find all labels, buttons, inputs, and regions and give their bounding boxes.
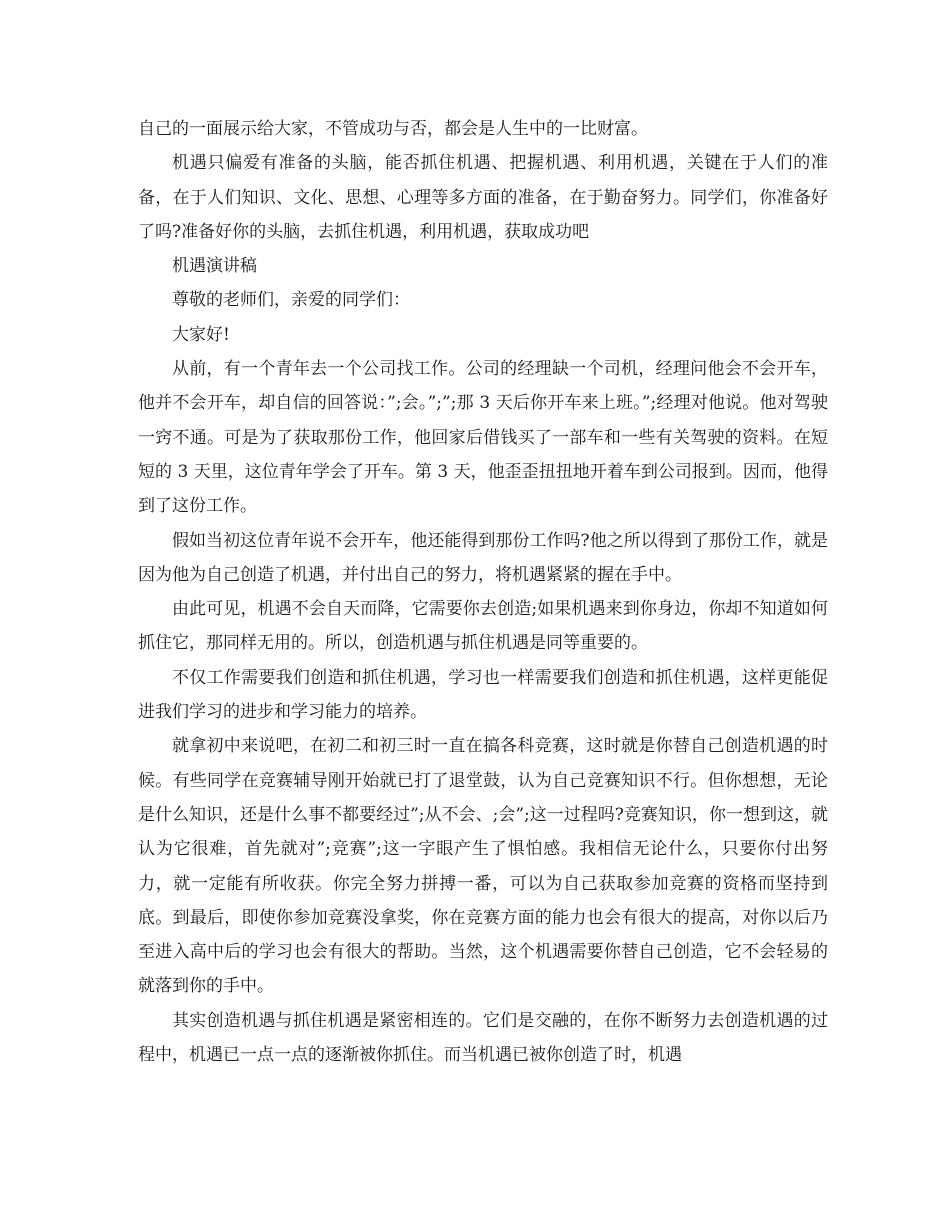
paragraph-competition: 就拿初中来说吧，在初二和初三时一直在搞各科竞赛，这时就是你替自己创造机遇的时候。有些同学在竞赛辅导刚开始就已打了退堂鼓，认为自己竞赛知识不行。但你想想，无论是什么知识，还是什么事不都要经过”;从不会、;会”;这一过程吗?竞赛知识，你一想到这，就认为它很难，首先就对”;竞赛”;这一字眼产生了惧怕感。我相信无论什么，只要你付出努力，就一定能有所收获。你完全努力拼搏一番，可以为自己获取参加竞赛的资格而坚持到底。到最后，即使你参加竞赛没拿奖，你在竞赛方面的能力也会有很大的提高，对你以后乃至进入高中后的学习也会有很大的帮助。当然，这个机遇需要你替自己创造，它不会轻易的就落到你的手中。 <box>138 736 828 997</box>
speech-salutation: 尊敬的老师们，亲爱的同学们： <box>172 290 410 311</box>
paragraph-story: 从前，有一个青年去一个公司找工作。公司的经理缺一个司机，经理问他会不会开车，他并不会开车，却自信的回答说：”;会。”;”;那 3 天后你开车来上班。”;经理对他说。他对驾驶一窍不通。可是为了获取那份工作，他回家后借钱买了一部车和一些有关驾驶的资料。在短短的 3 天里，这位青年学会了开车。第 3 天，他歪歪扭扭地开着车到公司报到。因而，他得到了这份工作。 <box>138 359 828 517</box>
document-body <box>138 112 828 1072</box>
paragraph-opportunity-preparation: 机遇只偏爱有准备的头脑，能否抓住机遇、把握机遇、利用机遇，关键在于人们的准备，在于人们知识、文化、思想、心理等多方面的准备，在于勤奋努力。同学们，你准备好了吗?准备好你的头脑，去抓住机遇，利用机遇，获取成功吧 <box>138 153 828 242</box>
paragraph-closing: 其实创造机遇与抓住机遇是紧密相连的。它们是交融的，在你不断努力去创造机遇的过程中，机遇已一点一点的逐渐被你抓住。而当机遇已被你创造了时，机遇 <box>138 1010 828 1066</box>
speech-greeting: 大家好! <box>172 324 230 345</box>
speech-title: 机遇演讲稿 <box>172 256 257 277</box>
paragraph-conclusion: 由此可见，机遇不会自天而降，它需要你去创造;如果机遇来到你身边，你却不知道如何抓住它，那同样无用的。所以，创造机遇与抓住机遇是同等重要的。 <box>138 599 828 654</box>
paragraph-continuation: 自己的一面展示给大家，不管成功与否，都会是人生中的一比财富。 <box>138 119 648 139</box>
paragraph-reflection: 假如当初这位青年说不会开车，他还能得到那份工作吗?他之所以得到了那份工作，就是因为他为自己创造了机遇，并付出自己的努力，将机遇紧紧的握在手中。 <box>138 530 828 585</box>
paragraph-study: 不仅工作需要我们创造和抓住机遇，学习也一样需要我们创造和抓住机遇，这样更能促进我们学习的进步和学习能力的培养。 <box>138 667 828 723</box>
